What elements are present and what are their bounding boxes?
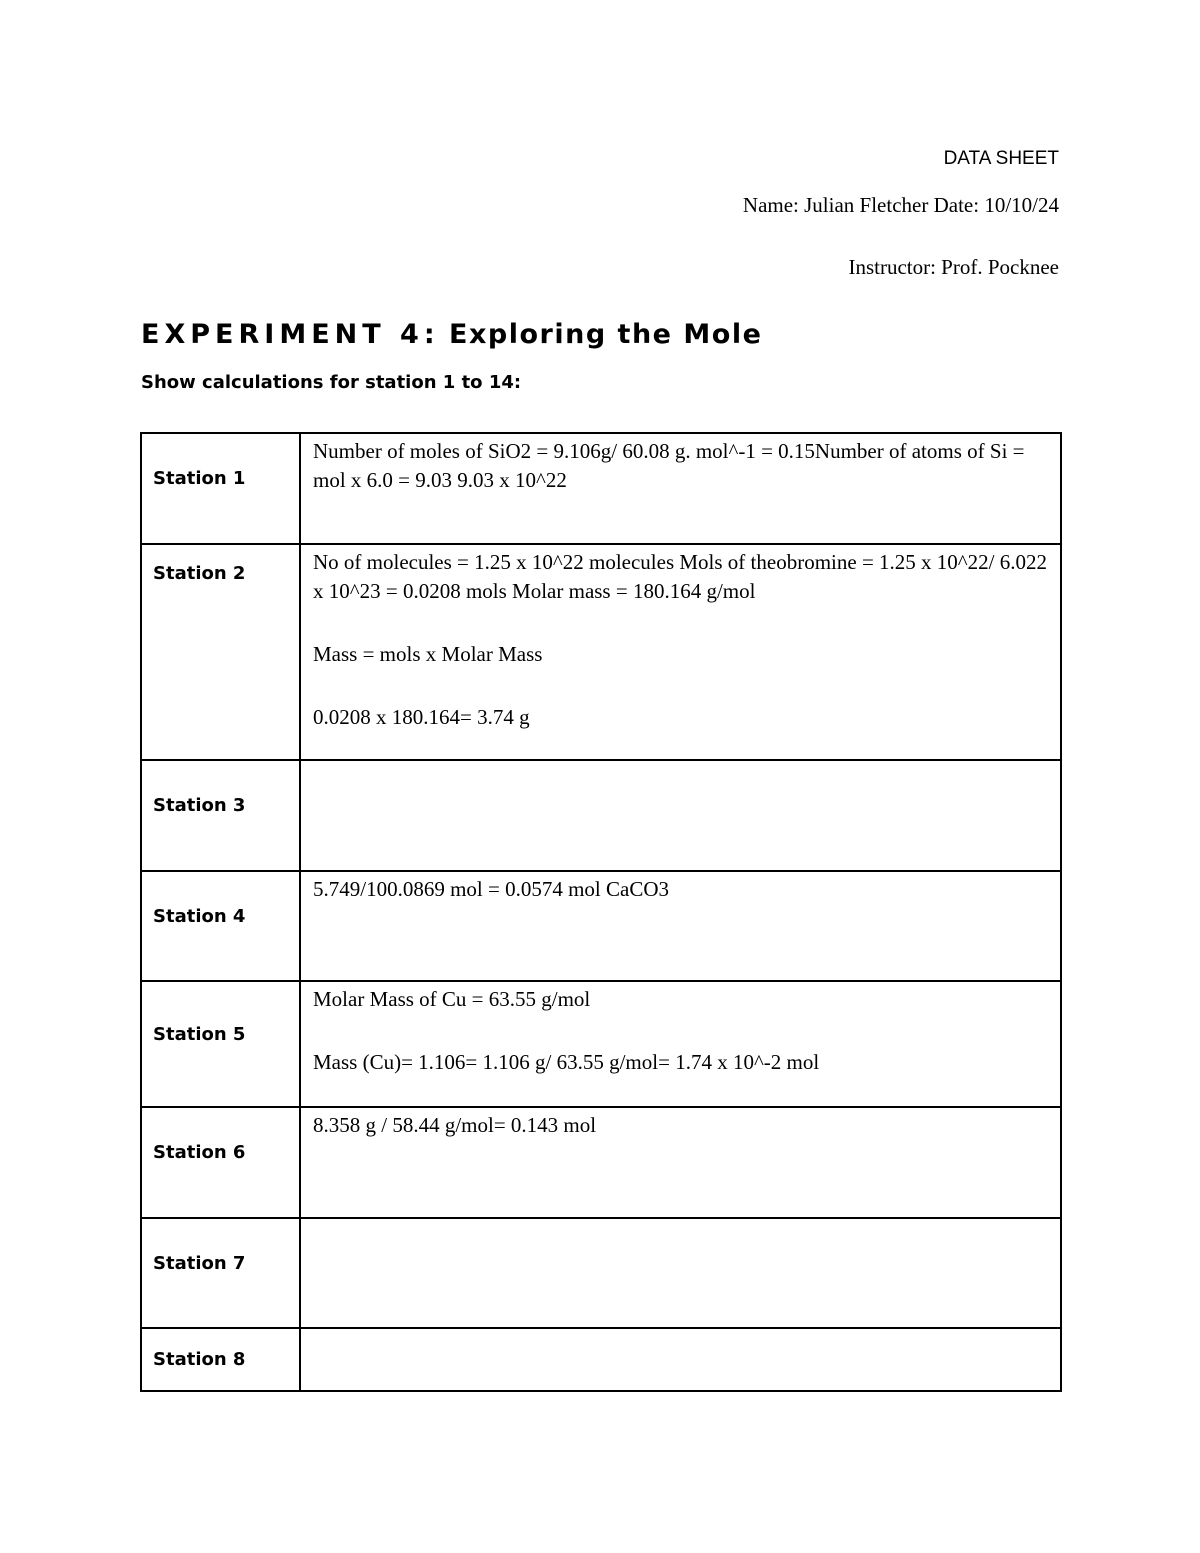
calculation-line: Number of moles of SiO2 = 9.106g/ 60.08 g. mol^-1 = 0.15Number of atoms of Si = mol x 6.0 = 9.03 9.03 x 10^22	[313, 439, 1025, 492]
station-calculation-cell	[300, 871, 1061, 981]
experiment-number: EXPERIMENT 4:	[141, 319, 440, 350]
station-calculation-cell	[300, 1218, 1061, 1328]
experiment-subject: Exploring the Mole	[449, 319, 763, 350]
calculation-line: Mass = mols x Molar Mass	[313, 642, 543, 666]
stations-table	[140, 432, 1062, 1392]
station-label: Station 8	[153, 1349, 246, 1370]
station-label-cell	[141, 871, 300, 981]
station-calculation-cell	[300, 544, 1061, 760]
station-calculation-cell	[300, 433, 1061, 544]
station-label: Station 3	[153, 795, 246, 816]
data-sheet-label: DATA SHEET	[943, 148, 1059, 169]
station-label-cell	[141, 1328, 300, 1391]
station-label-cell	[141, 981, 300, 1107]
station-label-cell	[141, 1107, 300, 1218]
name-date-line: Name: Julian Fletcher Date: 10/10/24	[742, 193, 1059, 217]
station-label: Station 4	[153, 905, 246, 927]
calculation-line: Mass (Cu)= 1.106= 1.106 g/ 63.55 g/mol= 1.74 x 10^-2 mol	[313, 1050, 820, 1074]
calculation-line: Molar Mass of Cu = 63.55 g/mol	[313, 987, 591, 1011]
station-calculation-cell	[300, 981, 1061, 1107]
table-row	[141, 544, 1061, 760]
calculation-line: 8.358 g / 58.44 g/mol= 0.143 mol	[313, 1113, 597, 1137]
table-row	[141, 871, 1061, 981]
table-row	[141, 981, 1061, 1107]
calculation-line: No of molecules = 1.25 x 10^22 molecules Mols of theobromine = 1.25 x 10^22/ 6.022 x 10^23 = 0.0208 mols Molar mass = 180.164 g/mol	[313, 550, 1047, 603]
table-row	[141, 433, 1061, 544]
station-label-cell	[141, 1218, 300, 1328]
experiment-title	[141, 318, 762, 352]
station-label: Station 5	[153, 1023, 246, 1045]
station-label-cell	[141, 433, 300, 544]
instructions-text: Show calculations for station 1 to 14:	[141, 372, 522, 393]
station-calculation-cell	[300, 1107, 1061, 1218]
station-label: Station 1	[153, 468, 246, 489]
instructor-line: Instructor: Prof. Pocknee	[848, 255, 1059, 279]
calculation-line: 0.0208 x 180.164= 3.74 g	[313, 705, 530, 729]
table-row	[141, 1218, 1061, 1328]
table-row	[141, 1107, 1061, 1218]
station-calculation-cell	[300, 760, 1061, 871]
station-label: Station 7	[153, 1252, 246, 1274]
table-row	[141, 1328, 1061, 1391]
calculation-line: 5.749/100.0869 mol = 0.0574 mol CaCO3	[313, 877, 670, 901]
table-row	[141, 760, 1061, 871]
station-label: Station 2	[153, 563, 246, 584]
station-label: Station 6	[153, 1142, 246, 1163]
station-calculation-cell	[300, 1328, 1061, 1391]
station-label-cell	[141, 544, 300, 760]
station-label-cell	[141, 760, 300, 871]
